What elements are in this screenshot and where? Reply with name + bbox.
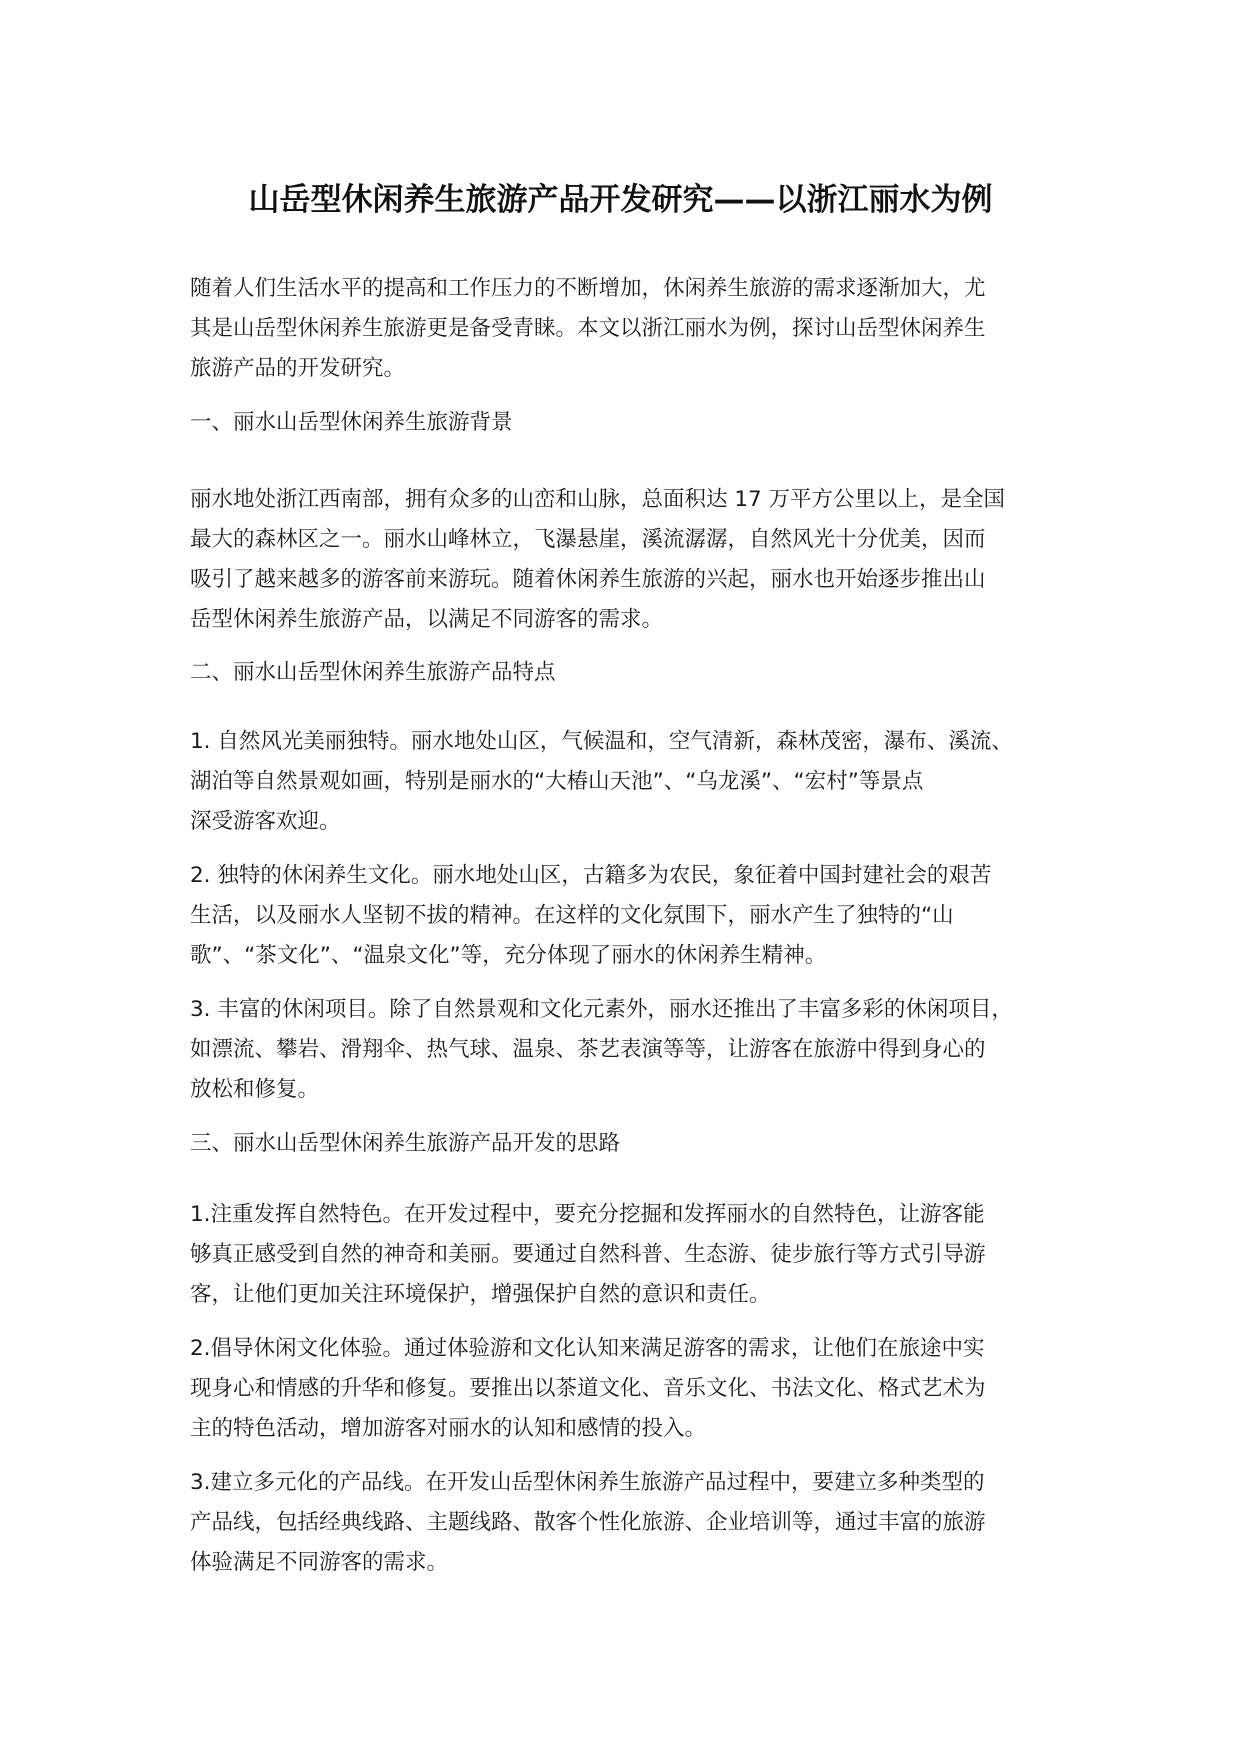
paragraph-line: 生活，以及丽水人坚韧不拔的精神。在这样的文化氛围下，丽水产生了独特的“山 bbox=[190, 903, 954, 928]
intro-paragraph bbox=[190, 269, 1080, 389]
paragraph-line: 深受游客欢迎。 bbox=[190, 809, 341, 834]
feature-paragraph-2 bbox=[190, 856, 1080, 976]
section-heading-3 bbox=[190, 1124, 1080, 1164]
paragraph-line: 主的特色活动，增加游客对丽水的认知和感情的投入。 bbox=[190, 1416, 707, 1441]
feature-paragraph-3 bbox=[190, 990, 1080, 1110]
paragraph-line: 够真正感受到自然的神奇和美丽。要通过自然科普、生态游、徒步旅行等方式引导游 bbox=[190, 1242, 986, 1267]
paragraph-line: 体验满足不同游客的需求。 bbox=[190, 1550, 449, 1575]
paragraph-line: 客，让他们更加关注环境保护，增强保护自然的意识和责任。 bbox=[190, 1282, 771, 1307]
paragraph-line: 丽水地处浙江西南部，拥有众多的山峦和山脉，总面积达 17 万平方公里以上，是全国 bbox=[190, 487, 1006, 512]
approach-paragraph-1 bbox=[190, 1195, 1080, 1315]
paragraph-line: 放松和修复。 bbox=[190, 1077, 320, 1102]
paragraph-line: 如漂流、攀岩、滑翔伞、热气球、温泉、茶艺表演等等，让游客在旅游中得到身心的 bbox=[190, 1037, 986, 1062]
background-paragraph bbox=[190, 480, 1080, 640]
document-title: 山岳型休闲养生旅游产品开发研究——以浙江丽水为例 bbox=[248, 182, 993, 218]
paragraph-line: 1.注重发挥自然特色。在开发过程中，要充分挖掘和发挥丽水的自然特色，让游客能 bbox=[190, 1202, 985, 1227]
paragraph-line: 岳型休闲养生旅游产品，以满足不同游客的需求。 bbox=[190, 607, 664, 632]
section-heading-1 bbox=[190, 403, 1080, 443]
paragraph-line: 1. 自然风光美丽独特。丽水地处山区，气候温和，空气清新，森林茂密，瀑布、溪流、 bbox=[190, 729, 1013, 754]
section-heading-line: 二、丽水山岳型休闲养生旅游产品特点 bbox=[190, 660, 556, 685]
paragraph-line: 歌”、“茶文化”、“温泉文化”等，充分体现了丽水的休闲养生精神。 bbox=[190, 943, 827, 968]
paragraph-line: 湖泊等自然景观如画，特别是丽水的“大椿山天池”、“乌龙溪”、“宏村”等景点 bbox=[190, 769, 924, 794]
paragraph-line: 最大的森林区之一。丽水山峰林立，飞瀑悬崖，溪流潺潺，自然风光十分优美，因而 bbox=[190, 527, 986, 552]
paragraph-line: 产品线，包括经典线路、主题线路、散客个性化旅游、企业培训等，通过丰富的旅游 bbox=[190, 1510, 986, 1535]
paragraph-line: 其是山岳型休闲养生旅游更是备受青睐。本文以浙江丽水为例，探讨山岳型休闲养生 bbox=[190, 316, 986, 341]
approach-paragraph-3 bbox=[190, 1463, 1080, 1583]
paragraph-line: 2.倡导休闲文化体验。通过体验游和文化认知来满足游客的需求，让他们在旅途中实 bbox=[190, 1336, 985, 1361]
paragraph-line: 随着人们生活水平的提高和工作压力的不断增加，休闲养生旅游的需求逐渐加大，尤 bbox=[190, 276, 986, 301]
feature-paragraph-1 bbox=[190, 722, 1080, 842]
paragraph-line: 吸引了越来越多的游客前来游玩。随着休闲养生旅游的兴起，丽水也开始逐步推出山 bbox=[190, 567, 986, 592]
paragraph-line: 旅游产品的开发研究。 bbox=[190, 356, 406, 381]
section-heading-line: 一、丽水山岳型休闲养生旅游背景 bbox=[190, 410, 513, 435]
paragraph-line: 2. 独特的休闲养生文化。丽水地处山区，古籍多为农民，象征着中国封建社会的艰苦 bbox=[190, 863, 992, 888]
paragraph-line: 3.建立多元化的产品线。在开发山岳型休闲养生旅游产品过程中，要建立多种类型的 bbox=[190, 1470, 985, 1495]
paragraph-line: 3. 丰富的休闲项目。除了自然景观和文化元素外，丽水还推出了丰富多彩的休闲项目， bbox=[190, 997, 1013, 1022]
section-heading-line: 三、丽水山岳型休闲养生旅游产品开发的思路 bbox=[190, 1131, 621, 1156]
approach-paragraph-2 bbox=[190, 1329, 1080, 1449]
paragraph-line: 现身心和情感的升华和修复。要推出以茶道文化、音乐文化、书法文化、格式艺术为 bbox=[190, 1376, 986, 1401]
section-heading-2 bbox=[190, 653, 1080, 693]
